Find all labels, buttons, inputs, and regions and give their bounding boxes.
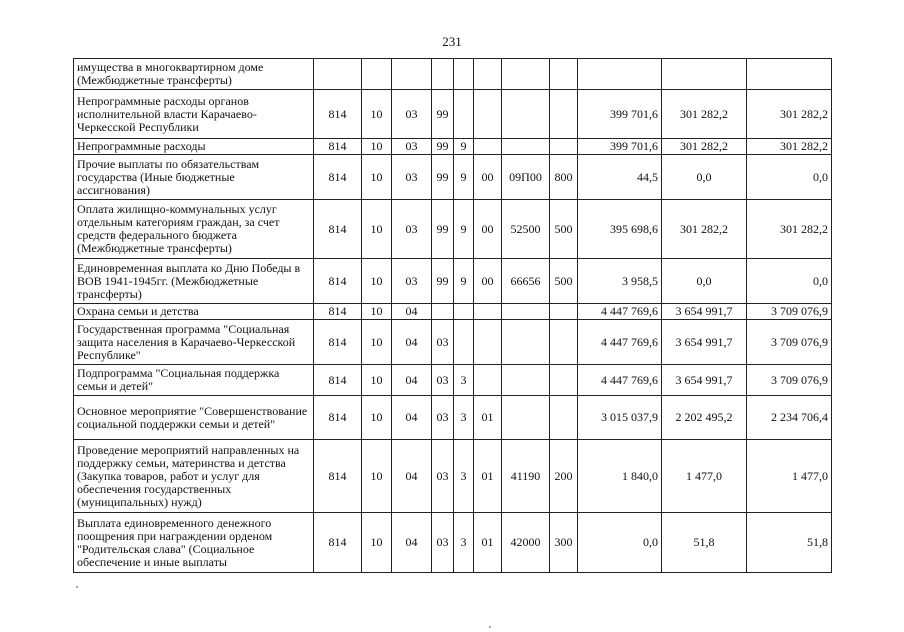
- amount-year-2: 301 282,2: [662, 139, 747, 155]
- row-name: Государственная программа "Социальная защита населения в Карачаево-Черкесской Республике": [74, 320, 314, 365]
- expense-type-code: 500: [550, 259, 578, 304]
- amount-year-3: 51,8: [747, 513, 832, 573]
- program-code: 03: [432, 365, 454, 396]
- amount-year-2: 3 654 991,7: [662, 365, 747, 396]
- subsection-code: 03: [392, 259, 432, 304]
- admin-code: 814: [314, 155, 362, 200]
- section-code: [362, 59, 392, 90]
- subprogram-code: 3: [454, 513, 474, 573]
- section-code: 10: [362, 200, 392, 259]
- subprogram-code: 9: [454, 155, 474, 200]
- admin-code: 814: [314, 320, 362, 365]
- admin-code: 814: [314, 259, 362, 304]
- amount-year-3: 0,0: [747, 155, 832, 200]
- table-row: [74, 320, 832, 365]
- section-code: 10: [362, 320, 392, 365]
- amount-year-1: 1 840,0: [578, 440, 662, 513]
- program-code: 99: [432, 139, 454, 155]
- page-number: 231: [442, 34, 462, 49]
- table-row: [74, 396, 832, 440]
- table-row: [74, 155, 832, 200]
- subsection-code: 03: [392, 200, 432, 259]
- direction-code: [474, 304, 502, 320]
- direction-code: [474, 90, 502, 139]
- program-code: 03: [432, 396, 454, 440]
- program-code: 03: [432, 440, 454, 513]
- subprogram-code: 9: [454, 200, 474, 259]
- expense-code: 09П00: [502, 155, 550, 200]
- program-code: 99: [432, 155, 454, 200]
- table-row: [74, 59, 832, 90]
- row-name: Непрограммные расходы органов исполнительной власти Карачаево-Черкесской Республики: [74, 90, 314, 139]
- amount-year-2: 3 654 991,7: [662, 304, 747, 320]
- amount-year-3: 2 234 706,4: [747, 396, 832, 440]
- program-code: 99: [432, 90, 454, 139]
- amount-year-3: 3 709 076,9: [747, 320, 832, 365]
- admin-code: 814: [314, 139, 362, 155]
- direction-code: [474, 59, 502, 90]
- subsection-code: 04: [392, 365, 432, 396]
- direction-code: 01: [474, 396, 502, 440]
- program-code: 99: [432, 259, 454, 304]
- program-code: 99: [432, 200, 454, 259]
- program-code: [432, 304, 454, 320]
- row-name: Подпрограмма "Социальная поддержка семьи и детей": [74, 365, 314, 396]
- admin-code: 814: [314, 365, 362, 396]
- expense-code: [502, 304, 550, 320]
- amount-year-3: [747, 59, 832, 90]
- subprogram-code: 9: [454, 139, 474, 155]
- direction-code: [474, 139, 502, 155]
- expense-code: [502, 320, 550, 365]
- subprogram-code: [454, 59, 474, 90]
- section-code: 10: [362, 513, 392, 573]
- subsection-code: 03: [392, 155, 432, 200]
- amount-year-3: 3 709 076,9: [747, 304, 832, 320]
- program-code: 03: [432, 320, 454, 365]
- subprogram-code: 3: [454, 365, 474, 396]
- expense-type-code: [550, 320, 578, 365]
- amount-year-2: 301 282,2: [662, 90, 747, 139]
- row-name: Проведение мероприятий направленных на поддержку семьи, материнства и детства (Закупка товаров, работ и услуг для обеспечения государственных (муниципальных) нужд): [74, 440, 314, 513]
- row-name: имущества в многоквартирном доме (Межбюджетные трансферты): [74, 59, 314, 90]
- expense-type-code: 300: [550, 513, 578, 573]
- subsection-code: 03: [392, 139, 432, 155]
- amount-year-1: 395 698,6: [578, 200, 662, 259]
- subsection-code: [392, 59, 432, 90]
- amount-year-3: 301 282,2: [747, 139, 832, 155]
- subprogram-code: 3: [454, 440, 474, 513]
- amount-year-1: 3 958,5: [578, 259, 662, 304]
- table-row: [74, 365, 832, 396]
- row-name: Основное мероприятие "Совершенствование социальной поддержки семьи и детей": [74, 396, 314, 440]
- table-row: [74, 259, 832, 304]
- subprogram-code: 3: [454, 396, 474, 440]
- direction-code: 01: [474, 513, 502, 573]
- expense-type-code: 200: [550, 440, 578, 513]
- section-code: 10: [362, 259, 392, 304]
- amount-year-2: 2 202 495,2: [662, 396, 747, 440]
- program-code: 03: [432, 513, 454, 573]
- admin-code: 814: [314, 513, 362, 573]
- amount-year-3: 301 282,2: [747, 90, 832, 139]
- admin-code: 814: [314, 200, 362, 259]
- amount-year-1: 0,0: [578, 513, 662, 573]
- amount-year-1: 399 701,6: [578, 139, 662, 155]
- row-name: Выплата единовременного денежного поощрения при награждении орденом "Родительская слава" (Социальное обеспечение и иные выплаты: [74, 513, 314, 573]
- direction-code: 00: [474, 259, 502, 304]
- amount-year-1: 4 447 769,6: [578, 365, 662, 396]
- amount-year-1: 44,5: [578, 155, 662, 200]
- admin-code: [314, 59, 362, 90]
- subsection-code: 03: [392, 90, 432, 139]
- section-code: 10: [362, 396, 392, 440]
- amount-year-2: 0,0: [662, 155, 747, 200]
- subsection-code: 04: [392, 396, 432, 440]
- expense-type-code: [550, 59, 578, 90]
- amount-year-1: 4 447 769,6: [578, 304, 662, 320]
- expense-code: [502, 90, 550, 139]
- direction-code: [474, 320, 502, 365]
- amount-year-3: 1 477,0: [747, 440, 832, 513]
- expense-type-code: [550, 365, 578, 396]
- subsection-code: 04: [392, 513, 432, 573]
- direction-code: 01: [474, 440, 502, 513]
- table-row: [74, 304, 832, 320]
- row-name: Прочие выплаты по обязательствам государства (Иные бюджетные ассигнования): [74, 155, 314, 200]
- section-code: 10: [362, 304, 392, 320]
- admin-code: 814: [314, 304, 362, 320]
- amount-year-3: 301 282,2: [747, 200, 832, 259]
- row-name: Оплата жилищно-коммунальных услуг отдельным категориям граждан, за счет средств федерального бюджета (Межбюджетные трансферты): [74, 200, 314, 259]
- subsection-code: 04: [392, 320, 432, 365]
- expense-code: [502, 59, 550, 90]
- section-code: 10: [362, 139, 392, 155]
- row-name: Непрограммные расходы: [74, 139, 314, 155]
- subprogram-code: [454, 320, 474, 365]
- budget-table-body: [74, 59, 832, 573]
- table-row: [74, 90, 832, 139]
- expense-code: [502, 139, 550, 155]
- expense-code: 66656: [502, 259, 550, 304]
- subprogram-code: [454, 90, 474, 139]
- amount-year-2: 1 477,0: [662, 440, 747, 513]
- expense-code: 52500: [502, 200, 550, 259]
- expense-code: 41190: [502, 440, 550, 513]
- budget-table: [73, 58, 832, 573]
- expense-code: [502, 365, 550, 396]
- amount-year-3: 0,0: [747, 259, 832, 304]
- row-name: Единовременная выплата ко Дню Победы в ВОВ 1941-1945гг. (Межбюджетные трансферты): [74, 259, 314, 304]
- expense-type-code: [550, 139, 578, 155]
- expense-code: [502, 396, 550, 440]
- amount-year-2: [662, 59, 747, 90]
- table-row: [74, 513, 832, 573]
- program-code: [432, 59, 454, 90]
- amount-year-1: [578, 59, 662, 90]
- table-row: [74, 200, 832, 259]
- expense-code: 42000: [502, 513, 550, 573]
- amount-year-1: 399 701,6: [578, 90, 662, 139]
- table-row: [74, 139, 832, 155]
- expense-type-code: 500: [550, 200, 578, 259]
- amount-year-2: 301 282,2: [662, 200, 747, 259]
- expense-type-code: [550, 396, 578, 440]
- section-code: 10: [362, 365, 392, 396]
- subprogram-code: [454, 304, 474, 320]
- table-row: [74, 440, 832, 513]
- expense-type-code: [550, 304, 578, 320]
- admin-code: 814: [314, 90, 362, 139]
- direction-code: 00: [474, 155, 502, 200]
- amount-year-2: 0,0: [662, 259, 747, 304]
- row-name: Охрана семьи и детства: [74, 304, 314, 320]
- amount-year-1: 3 015 037,9: [578, 396, 662, 440]
- subprogram-code: 9: [454, 259, 474, 304]
- subsection-code: 04: [392, 304, 432, 320]
- direction-code: 00: [474, 200, 502, 259]
- amount-year-3: 3 709 076,9: [747, 365, 832, 396]
- section-code: 10: [362, 440, 392, 513]
- amount-year-2: 51,8: [662, 513, 747, 573]
- expense-type-code: [550, 90, 578, 139]
- expense-type-code: 800: [550, 155, 578, 200]
- section-code: 10: [362, 90, 392, 139]
- amount-year-1: 4 447 769,6: [578, 320, 662, 365]
- subsection-code: 04: [392, 440, 432, 513]
- section-code: 10: [362, 155, 392, 200]
- admin-code: 814: [314, 440, 362, 513]
- direction-code: [474, 365, 502, 396]
- amount-year-2: 3 654 991,7: [662, 320, 747, 365]
- admin-code: 814: [314, 396, 362, 440]
